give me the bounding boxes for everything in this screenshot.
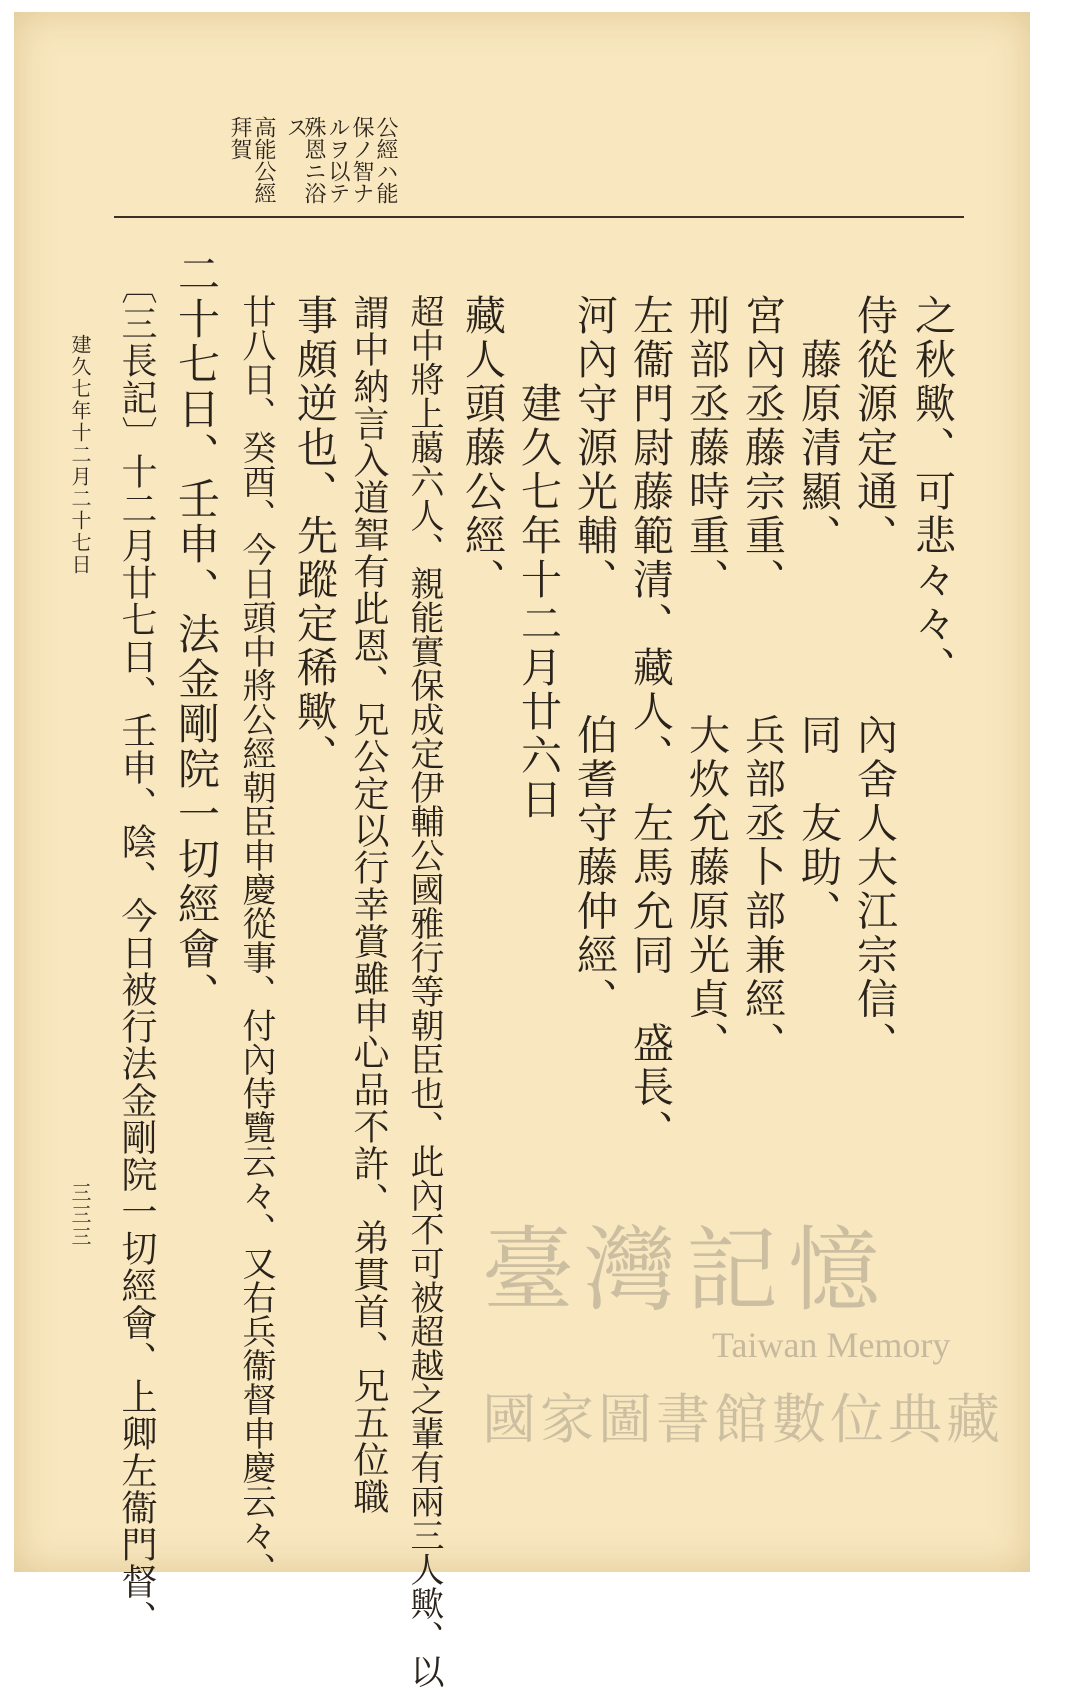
text-column-12: 事頗逆也、先蹤定稀歟、 [290,294,338,778]
header-rule [114,216,964,218]
text-column-9: 藏人頭藤公經、 [458,294,506,602]
page-number: 三三三 [68,1182,92,1248]
header-line-7: 拜賀 [227,116,252,160]
text-column-1: 之秋歟、可悲々々、 [908,294,956,690]
text-column-7: 河內守源光輔、 伯耆守藤仲經、 [570,294,618,1022]
text-column-3: 藤原清顯、 同 友助、 [794,294,842,934]
header-line-3: ルヲ以テ [325,116,350,204]
running-head: 建久七年十二月二十七日 [68,334,92,576]
watermark-library: 國家圖書館數位典藏 [482,1388,1004,1451]
watermark-chinese: 臺灣記憶 [482,1217,891,1324]
watermark-english: Taiwan Memory [712,1325,951,1365]
text-column-6: 左衞門尉藤範清、藏人、 左馬允同 盛長、 [626,294,674,1154]
book-page [14,12,1030,1688]
text-column-10: 超中將上﨟六人、親能實保成定伊輔公國雅行等朝臣也、此內不可被超越之輩有兩三人歟、以 [404,294,444,1688]
header-line-1: 公經ハ能 [373,116,398,204]
header-line-2: 保ノ智ナ [349,116,374,204]
header-line-6: 高能公經 [251,116,276,204]
text-column-4: 宮內丞藤宗重、 兵部丞卜部兼經、 [738,294,786,1066]
text-column-2: 侍從源定通、 內舍人大江宗信、 [850,294,898,1066]
text-column-13: 廿八日、癸酉、今日頭中將公經朝臣申慶從事、付內侍覽云々、又右兵衞督申慶云々、 [236,294,276,1586]
text-column-8: 建久七年十二月廿六日 [514,294,562,822]
header-line-4: 殊恩ニ浴 [301,116,326,204]
text-column-14: 二十七日、壬申、法金剛院一切經會、 [172,252,221,1017]
text-column-11: 謂中納言入道聟有此恩、兄公定以行幸賞雖申心品不許、弟貫首、兄五位職 [348,294,389,1515]
text-column-15: 〔三長記〕十二月廿七日、壬申、陰、今日被行法金剛院一切經會、上卿左衞門督、 [116,268,157,1637]
header-line-5: ス [283,116,308,138]
text-column-5: 刑部丞藤時重、 大炊允藤原光貞、 [682,294,730,1066]
